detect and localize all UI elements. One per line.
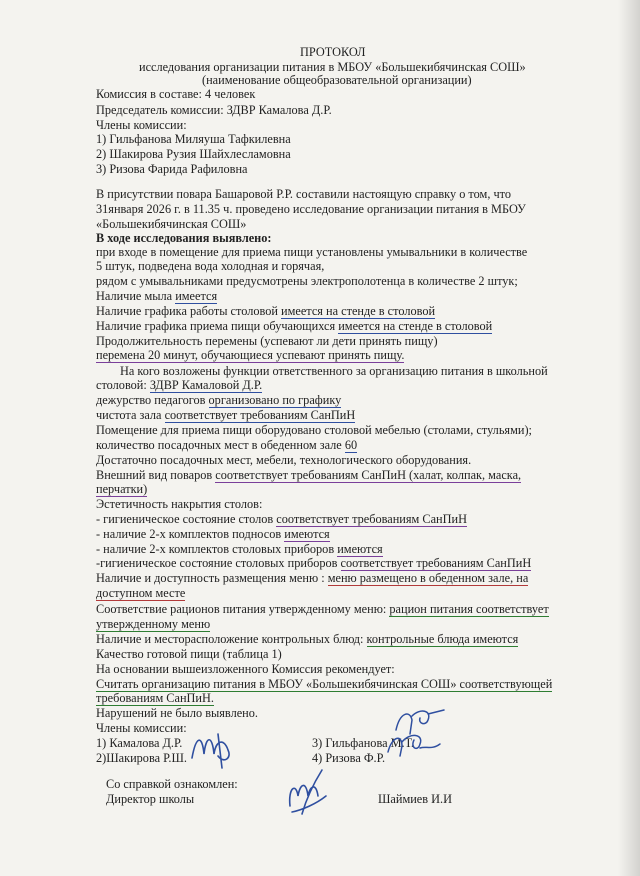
responsible-value: ЗДВР Камаловой Д.Р.: [149, 378, 263, 392]
hygiene-cutlery-row: [96, 555, 531, 571]
break-answer-row: [96, 347, 404, 363]
cleanliness-row: [96, 407, 355, 423]
ration-label: Соответствие рационов питания утвержденному меню:: [96, 602, 390, 616]
cooks-value-1: соответствует требованиям СанПиН (халат, колпак, маска,: [215, 468, 522, 482]
cutlery-value: имеются: [337, 542, 383, 556]
trays-row: [96, 526, 330, 542]
food-quality-line: Качество готовой пищи (таблица 1): [96, 647, 282, 661]
org-note: (наименование общеобразовательной организации): [202, 73, 472, 87]
intro-line-2: 31января 2026 г. в 11.35 ч. проведено исследование организации питания в МБОУ: [96, 202, 526, 216]
page-edge-shadow: [618, 0, 640, 876]
enough-line: Достаточно посадочных мест, мебели, технологического оборудования.: [96, 453, 472, 467]
ration-value-1: рацион питания соответствует: [389, 602, 549, 616]
no-violations-line: Нарушений не было выявлено.: [96, 706, 258, 720]
menu-row-2: [96, 585, 185, 601]
canteen-schedule-row: [96, 303, 435, 319]
duty-row: [96, 392, 341, 408]
meal-schedule-value: имеется на стенде в столовой: [338, 319, 493, 333]
aesthetics-line: Эстетичность накрытия столов:: [96, 497, 263, 511]
cleanliness-label: чистота зала: [96, 408, 165, 422]
hygiene-tables-label: - гигиеническое состояние столов: [96, 512, 277, 526]
signature-rizova: [384, 730, 448, 760]
trays-label: - наличие 2-х комплектов подносов: [96, 527, 285, 541]
cooks-label: Внешний вид поваров: [96, 468, 216, 482]
basis-line: На основании вышеизложенного Комиссия рекомендует:: [96, 662, 395, 676]
hygiene-tables-value: соответствует требованиям СанПиН: [276, 512, 467, 526]
menu-label: Наличие и доступность размещения меню :: [96, 571, 328, 585]
soap-row: [96, 288, 217, 304]
hygiene-tables-row: [96, 511, 467, 527]
responsible-line-1: На кого возложены функции ответственного за организацию питания в школьной: [120, 364, 548, 378]
commission-chair: Председатель комиссии: ЗДВР Камалова Д.Р.: [96, 103, 332, 117]
trays-value: имеются: [284, 527, 330, 541]
meal-schedule-label: Наличие графика приема пищи обучающихся: [96, 319, 339, 333]
cooks-row-2: [96, 481, 147, 497]
director-name: Шаймиев И.И: [378, 792, 452, 806]
menu-value-1: меню размещено в обеденном зале, на: [327, 571, 529, 585]
cleanliness-value: соответствует требованиям СанПиН: [164, 408, 356, 422]
signatures-label: Члены комиссии:: [96, 721, 187, 735]
member-2: 2) Шакирова Рузия Шайхлесламовна: [96, 147, 291, 161]
cutlery-label: - наличие 2-х комплектов столовых приборов: [96, 542, 338, 556]
findings-heading: В ходе исследования выявлено:: [96, 231, 272, 245]
ration-value-2: утвержденному меню: [96, 617, 211, 631]
duty-label: дежурство педагогов: [96, 393, 209, 407]
signatory-4: 4) Ризова Ф.Р.: [312, 751, 386, 765]
menu-row: [96, 570, 528, 586]
canteen-schedule-value: имеется на стенде в столовой: [281, 304, 436, 318]
member-1: 1) Гильфанова Миляуша Тафкилевна: [96, 132, 291, 146]
cooks-row: [96, 467, 521, 483]
control-dishes-label: Наличие и месторасположение контрольных блюд:: [96, 632, 367, 646]
ration-row: [96, 601, 549, 617]
soap-value: имеется: [175, 289, 218, 303]
seats-value: 60: [344, 438, 358, 452]
director-role: Директор школы: [106, 792, 195, 806]
seats-row: [96, 437, 357, 453]
findings-line-2: 5 штук, подведена вода холодная и горячая,: [96, 259, 325, 273]
findings-line-3: рядом с умывальниками предусмотрены электрополотенца в количестве 2 штук;: [96, 274, 518, 288]
break-answer: перемена 20 минут, обучающиеся успевают принять пищу.: [96, 348, 405, 362]
signatory-2: 2)Шакирова Р.Ш.: [96, 751, 187, 765]
control-dishes-row: [96, 631, 518, 647]
intro-line-1: В присутствии повара Башаровой Р.Р. составили настоящую справку о том, что: [96, 187, 512, 201]
responsible-row: [96, 377, 262, 393]
menu-value-2: доступном месте: [96, 586, 186, 600]
members-label: Члены комиссии:: [96, 118, 187, 132]
break-question: Продолжительность перемены (успевают ли дети принять пищу): [96, 334, 438, 348]
findings-line-1: при входе в помещение для приема пищи установлены умывальники в количестве: [96, 245, 528, 259]
hygiene-cutlery-value: соответствует требованиям СанПиН: [340, 556, 532, 570]
responsible-label: столовой:: [96, 378, 150, 392]
signature-shakirova: [188, 724, 242, 770]
recommendation-2: требованиям СанПиН.: [96, 691, 214, 705]
acquainted-line: Со справкой ознакомлен:: [106, 777, 238, 791]
intro-line-3: «Большекибячинская СОШ»: [96, 217, 247, 231]
ration-row-2: [96, 616, 210, 632]
recommendation-row-2: [96, 690, 214, 706]
control-dishes-value: контрольные блюда имеются: [366, 632, 519, 646]
doc-title: ПРОТОКОЛ: [300, 45, 366, 59]
soap-label: Наличие мыла: [96, 289, 176, 303]
seats-label: количество посадочных мест в обеденном зале: [96, 438, 345, 452]
canteen-schedule-label: Наличие графика работы столовой: [96, 304, 282, 318]
hygiene-cutlery-label: -гигиеническое состояние столовых приборов: [96, 556, 341, 570]
meal-schedule-row: [96, 318, 492, 334]
recommendation-1: Считать организацию питания в МБОУ «Большекибячинская СОШ» соответствующей: [96, 677, 553, 691]
commission-size: Комиссия в составе: 4 человек: [96, 87, 256, 101]
signatory-1: 1) Камалова Д.Р.: [96, 736, 183, 750]
signature-director: [282, 766, 334, 818]
cooks-value-2: перчатки): [96, 482, 148, 496]
furniture-line: Помещение для приема пищи оборудовано столовой мебелью (столами, стульями);: [96, 423, 532, 437]
duty-value: организовано по графику: [208, 393, 342, 407]
member-3: 3) Ризова Фарида Рафиловна: [96, 162, 248, 176]
signatory-3: 3) Гильфанова М.Т.: [312, 736, 414, 750]
doc-subtitle: исследования организации питания в МБОУ «Большекибячинская СОШ»: [139, 60, 526, 74]
